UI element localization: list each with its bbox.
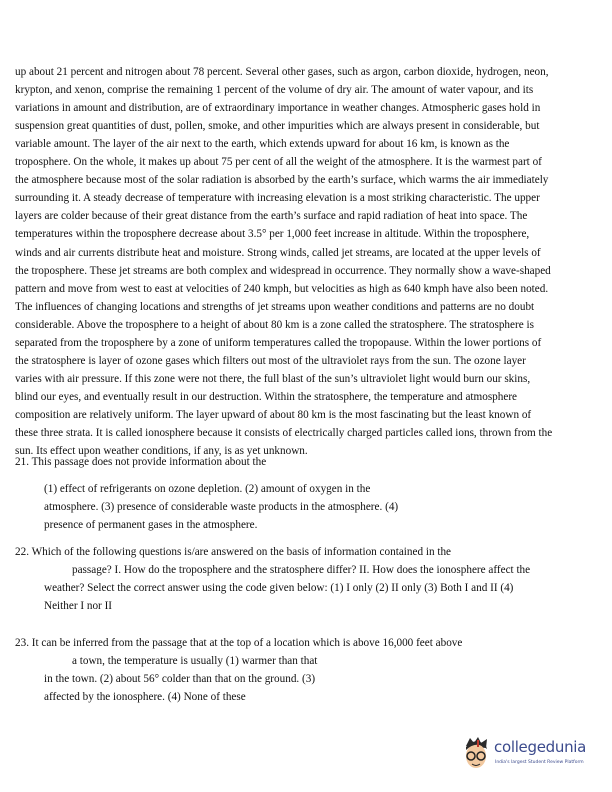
passage-line: composition are relatively uniform. The layer upward of about 80 km is the most fascinating but the least known of <box>15 408 532 421</box>
passage-line: temperatures within the troposphere decrease about 3.5° per 1,000 feet increase in altitude. Within the troposphere, <box>15 228 530 241</box>
passage-line: the stratosphere is layer of ozone gases which filters out most of the ultraviolet rays from the sun. The ozone layer <box>15 354 526 367</box>
passage-line: considerable. Above the troposphere to a height of about 80 km is a zone called the stratosphere. The stratosphere is <box>15 318 534 331</box>
logo-tagline: India's largest Student Review Platform <box>495 760 584 765</box>
passage-line: troposphere. On the whole, it makes up about 75 per cent of all the weight of the atmosphere. It is the warmest part of <box>15 156 542 169</box>
mascot-icon <box>462 736 492 772</box>
logo-brand: collegedunia <box>494 738 587 756</box>
passage-line: the troposphere. These jet streams are both complex and widespread in occurrence. They normally show a wave-shaped <box>15 264 551 277</box>
question-options-line: a town, the temperature is usually (1) warmer than that <box>72 655 318 667</box>
question-options-line: (1) effect of refrigerants on ozone depletion. (2) amount of oxygen in the <box>44 483 371 495</box>
passage-line: sun. Its effect upon weather conditions, if any, is as yet unknown. <box>15 445 308 458</box>
passage-line: these three strata. It is called ionosphere because it consists of electrically charged particles called ions, thrown from the <box>15 427 553 439</box>
question-options-line: Neither I nor II <box>44 600 113 612</box>
question-options-line: affected by the ionosphere. (4) None of these <box>44 691 246 703</box>
passage-line: separated from the troposphere by a zone of uniform temperatures called the tropopause. Within the lower portions of <box>15 336 542 349</box>
passage-line: surrounding it. A steady decrease of temperature with increasing elevation is a most striking characteristic. The upper <box>15 192 540 205</box>
question-options-line: in the town. (2) about 56° colder than that on the ground. (3) <box>44 673 316 685</box>
passage-line: pattern and move from west to east at velocities of 240 kmph, but velocities as high as 640 kmph have also been noted. <box>15 282 549 295</box>
question-stem: 23. It can be inferred from the passage that at the top of a location which is above 16,000 feet above <box>15 637 463 649</box>
passage-line: layers are colder because of their great distance from the earth’s surface and rapid radiation of heat into space. The <box>15 210 528 223</box>
question-options-line: atmosphere. (3) presence of considerable waste products in the atmosphere. (4) <box>44 501 399 513</box>
question-options-line: presence of permanent gases in the atmosphere. <box>44 519 258 531</box>
question-options-line: weather? Select the correct answer using the code given below: (1) I only (2) II only (3) Both I and II (4) <box>44 582 514 594</box>
passage-line: variable amount. The layer of the air next to the earth, which extends upward for about 16 km, is known as the <box>15 138 510 151</box>
passage-line: krypton, and xenon, comprise the remaining 1 percent of the volume of dry air. The amount of water vapour, and its <box>15 84 534 97</box>
passage-line: suspension great quantities of dust, pollen, smoke, and other impurities which are always present in considerable, but <box>15 120 540 133</box>
passage-line: variations in amount and distribution, are of extraordinary importance in weather changes. Atmospheric gases hold in <box>15 102 541 115</box>
passage-line: varies with air pressure. If this zone were not there, the full blast of the sun’s ultraviolet light would burn our skins, <box>15 372 531 385</box>
question-stem: 22. Which of the following questions is/are answered on the basis of information contained in the <box>15 546 452 558</box>
collegedunia-logo <box>462 736 602 776</box>
question-stem: 21. This passage does not provide information about the <box>15 456 267 468</box>
question-options-line: passage? I. How do the troposphere and the stratosphere differ? II. How does the ionosphere affect the <box>72 564 531 576</box>
passage-line: up about 21 percent and nitrogen about 78 percent. Several other gases, such as argon, carbon dioxide, hydrogen, neon, <box>15 66 549 78</box>
passage-line: the atmosphere because most of the solar radiation is absorbed by the earth’s surface, which warms the air immediately <box>15 174 549 187</box>
passage-line: winds and air currents distribute heat and moisture. Strong winds, called jet streams, are located at the upper levels of <box>15 246 541 259</box>
passage-line: The influences of changing locations and strengths of jet streams upon weather conditions and patterns are no doubt <box>15 300 535 313</box>
passage-line: blind our eyes, and eventually result in our destruction. Within the stratosphere, the temperature and atmosphere <box>15 390 518 403</box>
